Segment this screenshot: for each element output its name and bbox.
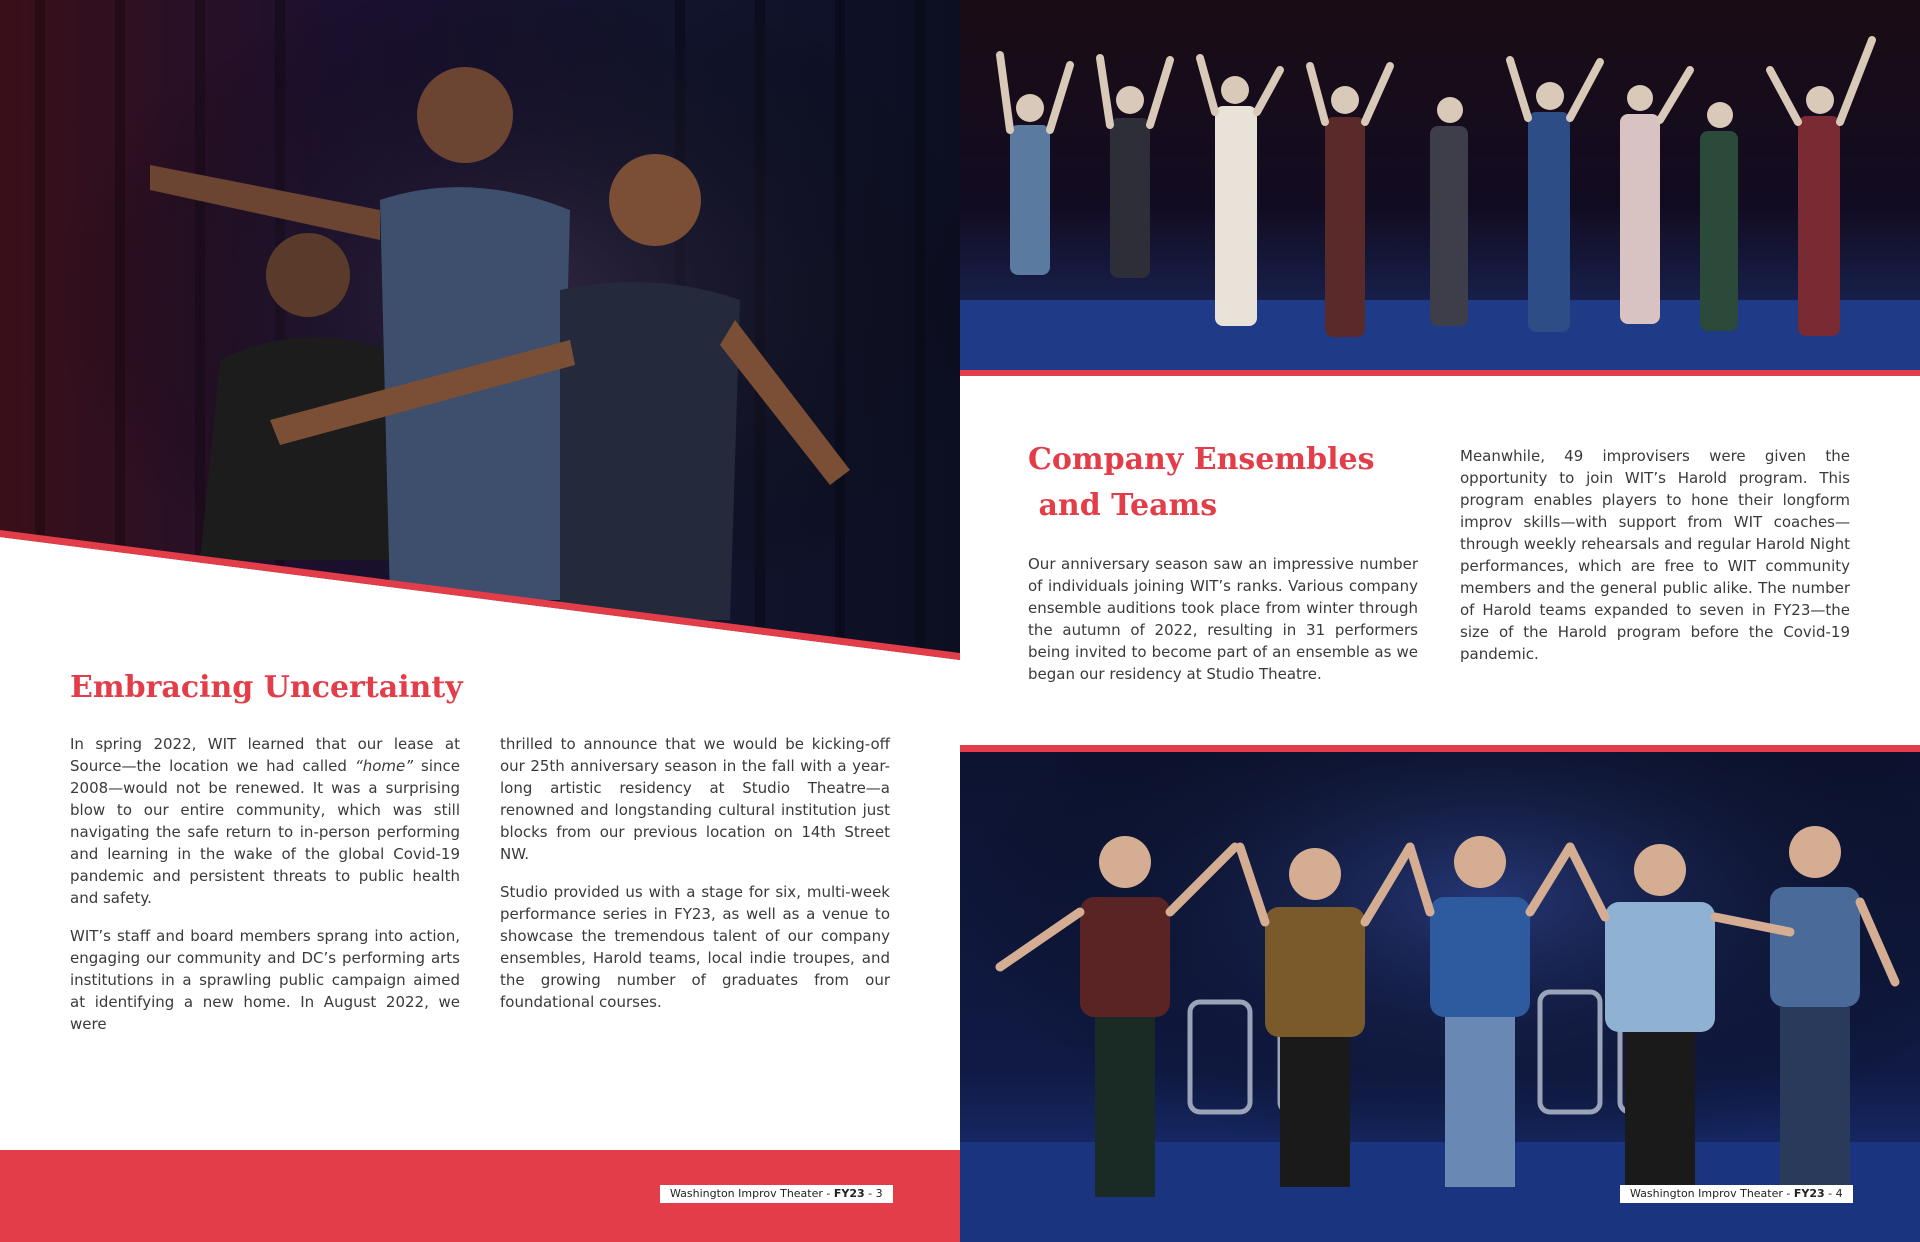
paragraph: thrilled to announce that we would be kicking-off our 25th anniversary season in the fall with a year-long artistic residency at Studio Theatre—a renowned and longstanding cultural institution just blocks from our previous location on 14th Street NW. [500, 735, 890, 863]
left-column-1 [70, 733, 460, 1051]
page-footer-label: Washington Improv Theater - FY23 - 3 [660, 1185, 893, 1203]
paragraph: Meanwhile, 49 improvisers were given the opportunity to join WIT’s Harold program. This program enables players to hone their longform improv skills—with support from WIT coaches—through weekly rehearsals and regular Harold Night performances, which are free to WIT community members and the general public alike. The number of Harold teams expanded to seven in FY23—the size of the Harold program before the Covid-19 pandemic. [1460, 447, 1850, 663]
improv-performers-posing-photo [0, 0, 960, 660]
page-number: 3 [875, 1187, 883, 1200]
paragraph: Studio provided us with a stage for six, multi-week performance series in FY23, as well as a venue to showcase the tremendous talent of our company ensembles, Harold teams, local indie troupes, and the growing number of graduates from our foundational courses. [500, 883, 890, 1011]
paragraph: WIT’s staff and board members sprang into action, engaging our community and DC’s performing arts institutions in a sprawling public campaign aimed at identifying a new home. In August 2022, we were [70, 927, 460, 1033]
paragraph: Our anniversary season saw an impressive number of individuals joining WIT’s ranks. Various company ensemble auditions took place from winter through the autumn of 2022, resulting in 31 performers being invited to become part of an ensemble as we began our residency at Studio Theatre. [1028, 555, 1418, 683]
left-column-2 [500, 733, 890, 1029]
section-heading-embracing-uncertainty: Embracing Uncertainty [70, 670, 463, 705]
ensemble-curtain-call-photo [960, 0, 1920, 376]
paragraph: In spring 2022, WIT learned that our lease at Source—the location we had called “home” since 2008—would not be renewed. It was a surprising blow to our entire community, which was still navigating the safe return to in-person performing and learning in the wake of the global Covid-19 pandemic and persistent threats to public health and safety. [70, 735, 461, 907]
right-column-2 [1460, 445, 1850, 681]
page-footer-label: Washington Improv Theater - FY23 - 4 [1620, 1185, 1853, 1203]
team-bow-photo [960, 752, 1920, 1242]
page-number: 4 [1835, 1187, 1843, 1200]
right-column-1 [1028, 553, 1418, 701]
emphasis-home: “home” [354, 757, 414, 775]
right-page [960, 0, 1920, 1242]
section-heading-company-ensembles: Company Ensembles and Teams [1028, 442, 1375, 523]
